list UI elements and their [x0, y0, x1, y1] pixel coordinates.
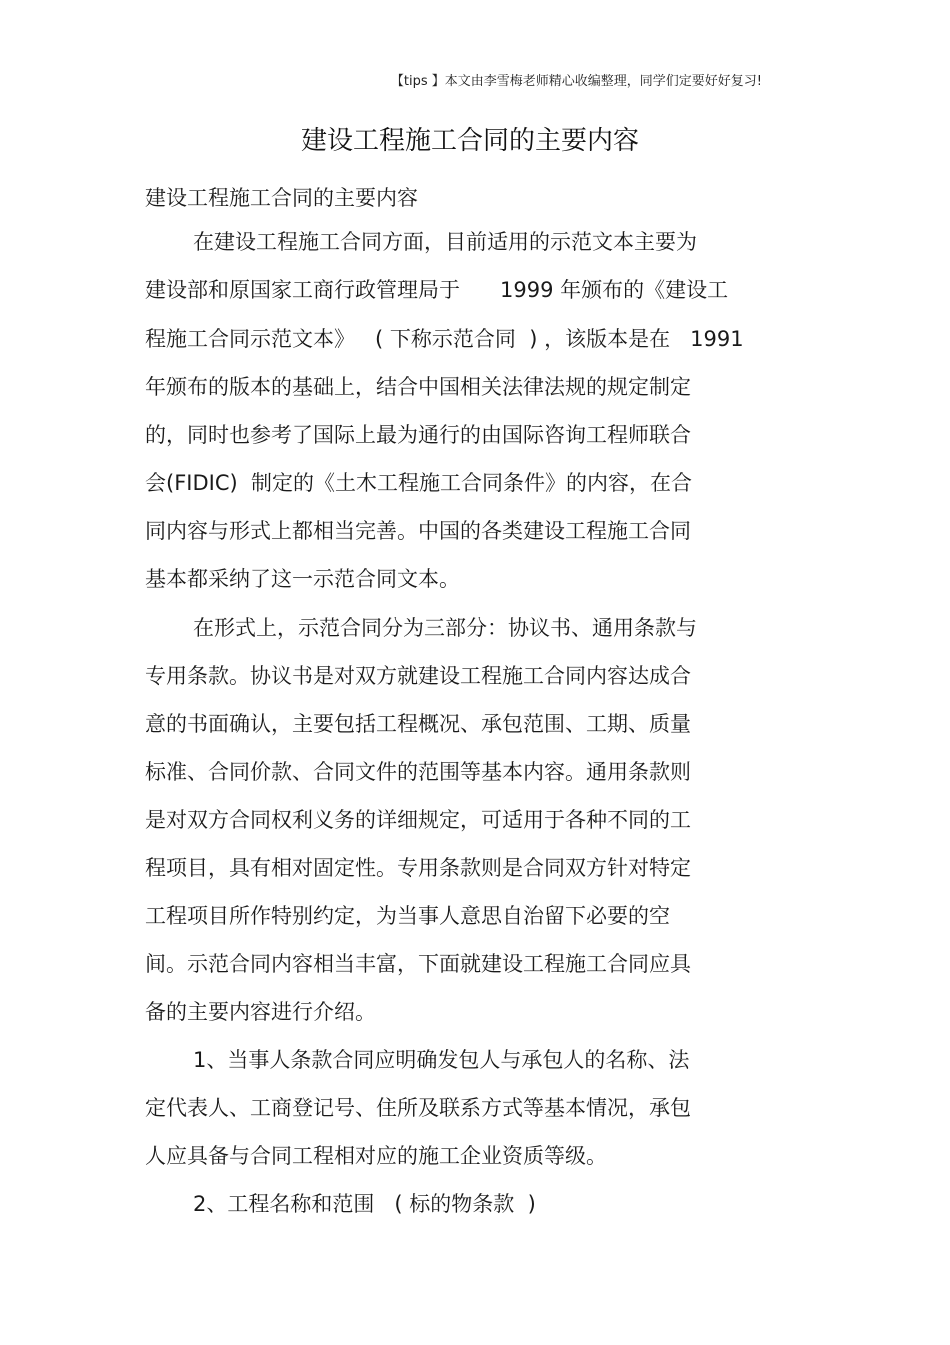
paragraph1-line: 建设部和原国家工商行政管理局于 1999 年颁布的《建设工	[145, 278, 729, 302]
paragraph2-line: 工程项目所作特别约定，为当事人意思自治留下必要的空	[145, 904, 670, 928]
paragraph1-line: 同内容与形式上都相当完善。中国的各类建设工程施工合同	[145, 519, 691, 543]
paragraph2-line: 意的书面确认，主要包括工程概况、承包范围、工期、质量	[145, 712, 691, 736]
header-tips: 【tips 】本文由李雪梅老师精心收编整理，同学们定要好好复习!	[390, 74, 762, 89]
section-heading: 建设工程施工合同的主要内容	[145, 186, 418, 210]
paragraph2-line: 间。示范合同内容相当丰富，下面就建设工程施工合同应具	[145, 952, 691, 976]
paragraph2-line: 在形式上，示范合同分为三部分：协议书、通用条款与	[193, 616, 697, 640]
paragraph3-line: 定代表人、工商登记号、住所及联系方式等基本情况，承包	[145, 1096, 691, 1120]
paragraph1-line: 年颁布的版本的基础上，结合中国相关法律法规的规定制定	[145, 375, 691, 399]
paragraph1-line: 会(FIDIC) 制定的《土木工程施工合同条件》的内容，在合	[145, 471, 693, 495]
paragraph2-line: 标准、合同价款、合同文件的范围等基本内容。通用条款则	[145, 760, 691, 784]
paragraph1-line: 程施工合同示范文本》 ( 下称示范合同 ) ，该版本是在 1991	[145, 327, 744, 351]
paragraph2-line: 专用条款。协议书是对双方就建设工程施工合同内容达成合	[145, 664, 691, 688]
page-title: 建设工程施工合同的主要内容	[300, 126, 639, 156]
paragraph3-line: 1、当事人条款合同应明确发包人与承包人的名称、法	[193, 1048, 690, 1072]
paragraph2-line: 是对双方合同权利义务的详细规定，可适用于各种不同的工	[145, 808, 691, 832]
paragraph1-line: 的，同时也参考了国际上最为通行的由国际咨询工程师联合	[145, 423, 691, 447]
paragraph2-line: 备的主要内容进行介绍。	[145, 1000, 376, 1024]
paragraph1-line: 在建设工程施工合同方面，目前适用的示范文本主要为	[193, 230, 697, 254]
paragraph3-line: 人应具备与合同工程相对应的施工企业资质等级。	[145, 1144, 607, 1168]
paragraph2-line: 程项目，具有相对固定性。专用条款则是合同双方针对特定	[145, 856, 691, 880]
paragraph1-line: 基本都采纳了这一示范合同文本。	[145, 567, 460, 591]
paragraph4-line: 2、工程名称和范围 ( 标的物条款 )	[193, 1192, 536, 1216]
